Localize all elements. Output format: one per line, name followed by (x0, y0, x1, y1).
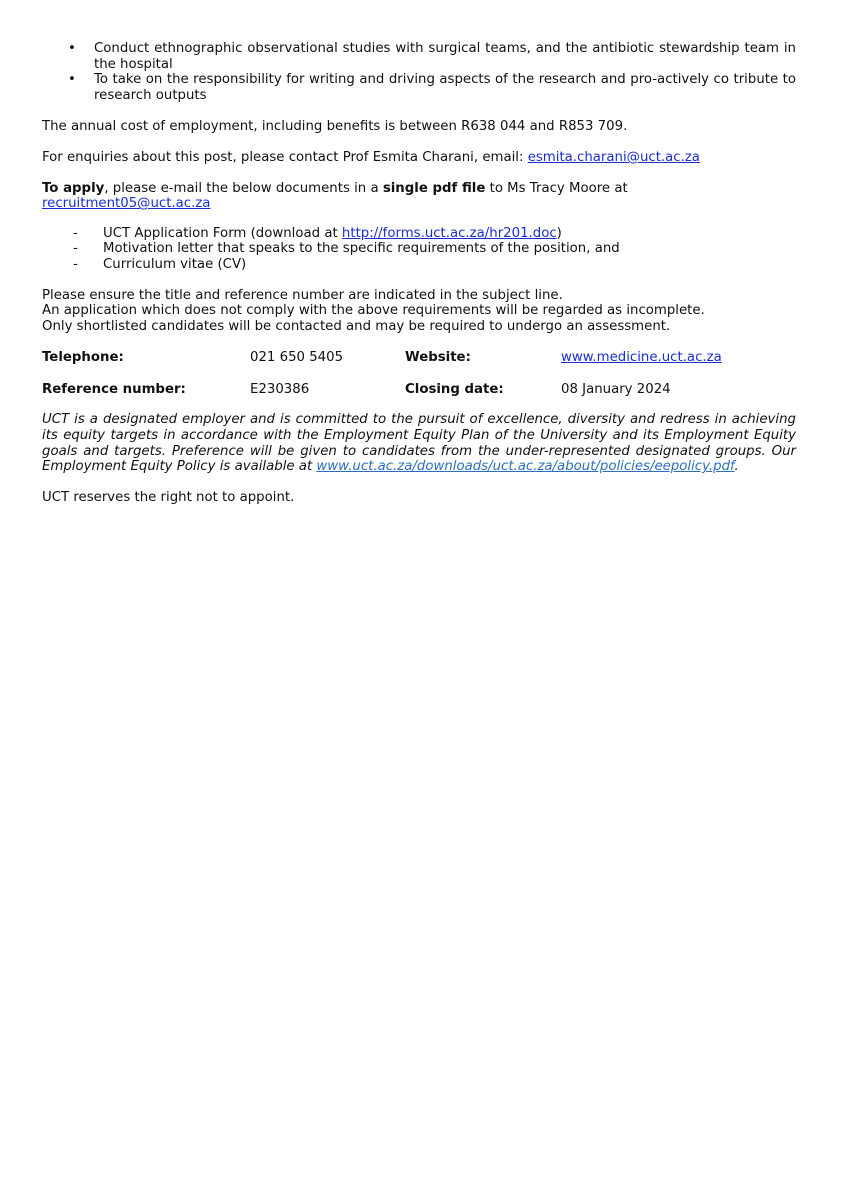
equity-end: . (734, 459, 739, 475)
equity-policy-link[interactable]: www.uct.ac.za/downloads/uct.ac.za/about/policies/eepolicy.pdf (316, 459, 735, 475)
duty-text: Conduct ethnographic observational studies with surgical teams, and the antibiotic stewardship team in the hospital (94, 41, 796, 72)
telephone-label: Telephone: (42, 350, 124, 366)
cost-paragraph: The annual cost of employment, including benefits is between R638 044 and R853 709. (42, 119, 628, 135)
website-link[interactable]: www.medicine.uct.ac.za (561, 350, 722, 366)
duty-text: To take on the responsibility for writing and driving aspects of the research and pro-actively co tribute to research outputs (94, 72, 796, 103)
reserve-statement: UCT reserves the right not to appoint. (42, 489, 295, 505)
duty-item (42, 41, 796, 72)
document-item (42, 241, 796, 257)
documents-list (42, 226, 796, 273)
reference-label: Reference number: (42, 382, 186, 398)
equity-text: UCT is a designated employer and is committed to the pursuit of excellence, diversity and redress in achieving its equity targets in accordance with the Employment Equity Plan of the University and its Employment Equity goals and targets. Preference will be given to candidates from the under-represented designated groups. Our Employment Equity Policy is available at (42, 412, 796, 475)
dash-icon: - (73, 241, 78, 257)
apply-file-format: single pdf file (382, 180, 486, 196)
dash-icon: - (73, 256, 78, 272)
note-line: Please ensure the title and reference number are indicated in the subject line. (42, 287, 563, 303)
job-advert-page (42, 41, 796, 505)
closing-date-value: 08 January 2024 (561, 382, 671, 398)
application-form-link[interactable]: http://forms.uct.ac.za/hr201.doc (341, 225, 557, 241)
bullet-icon: • (68, 41, 76, 56)
enquiries-text: For enquiries about this post, please contact Prof Esmita Charani, email: (42, 149, 528, 165)
document-item (42, 226, 796, 242)
dash-icon: - (73, 225, 78, 241)
document-item (42, 257, 796, 273)
note-line: Only shortlisted candidates will be contacted and may be required to undergo an assessment. (42, 318, 671, 334)
telephone-value: 021 650 5405 (250, 350, 344, 366)
enquiries-paragraph (42, 150, 796, 166)
equity-statement (42, 412, 796, 474)
note-line: An application which does not comply with the above requirements will be regarded as incomplete. (42, 303, 705, 319)
apply-recipient: to Ms Tracy Moore at (485, 180, 628, 196)
details-row-contact (42, 350, 796, 366)
duty-item (42, 72, 796, 103)
website-label: Website: (405, 350, 471, 366)
duties-list (42, 41, 796, 103)
apply-text: , please e-mail the below documents in a (104, 180, 383, 196)
cv-text: Curriculum vitae (CV) (103, 256, 247, 272)
motivation-text: Motivation letter that speaks to the specific requirements of the position, and (103, 241, 620, 257)
closing-date-label: Closing date: (405, 382, 504, 398)
apply-lead: To apply (42, 180, 105, 196)
notes-block (42, 288, 796, 335)
bullet-icon: • (68, 72, 76, 88)
reference-value: E230386 (250, 382, 310, 398)
details-row-reference (42, 382, 796, 398)
form-text: UCT Application Form (download at (103, 225, 342, 241)
form-suffix: ) (556, 225, 562, 241)
apply-paragraph (42, 181, 796, 212)
apply-email-link[interactable]: recruitment05@uct.ac.za (42, 196, 211, 212)
enquiries-email-link[interactable]: esmita.charani@uct.ac.za (527, 149, 700, 165)
